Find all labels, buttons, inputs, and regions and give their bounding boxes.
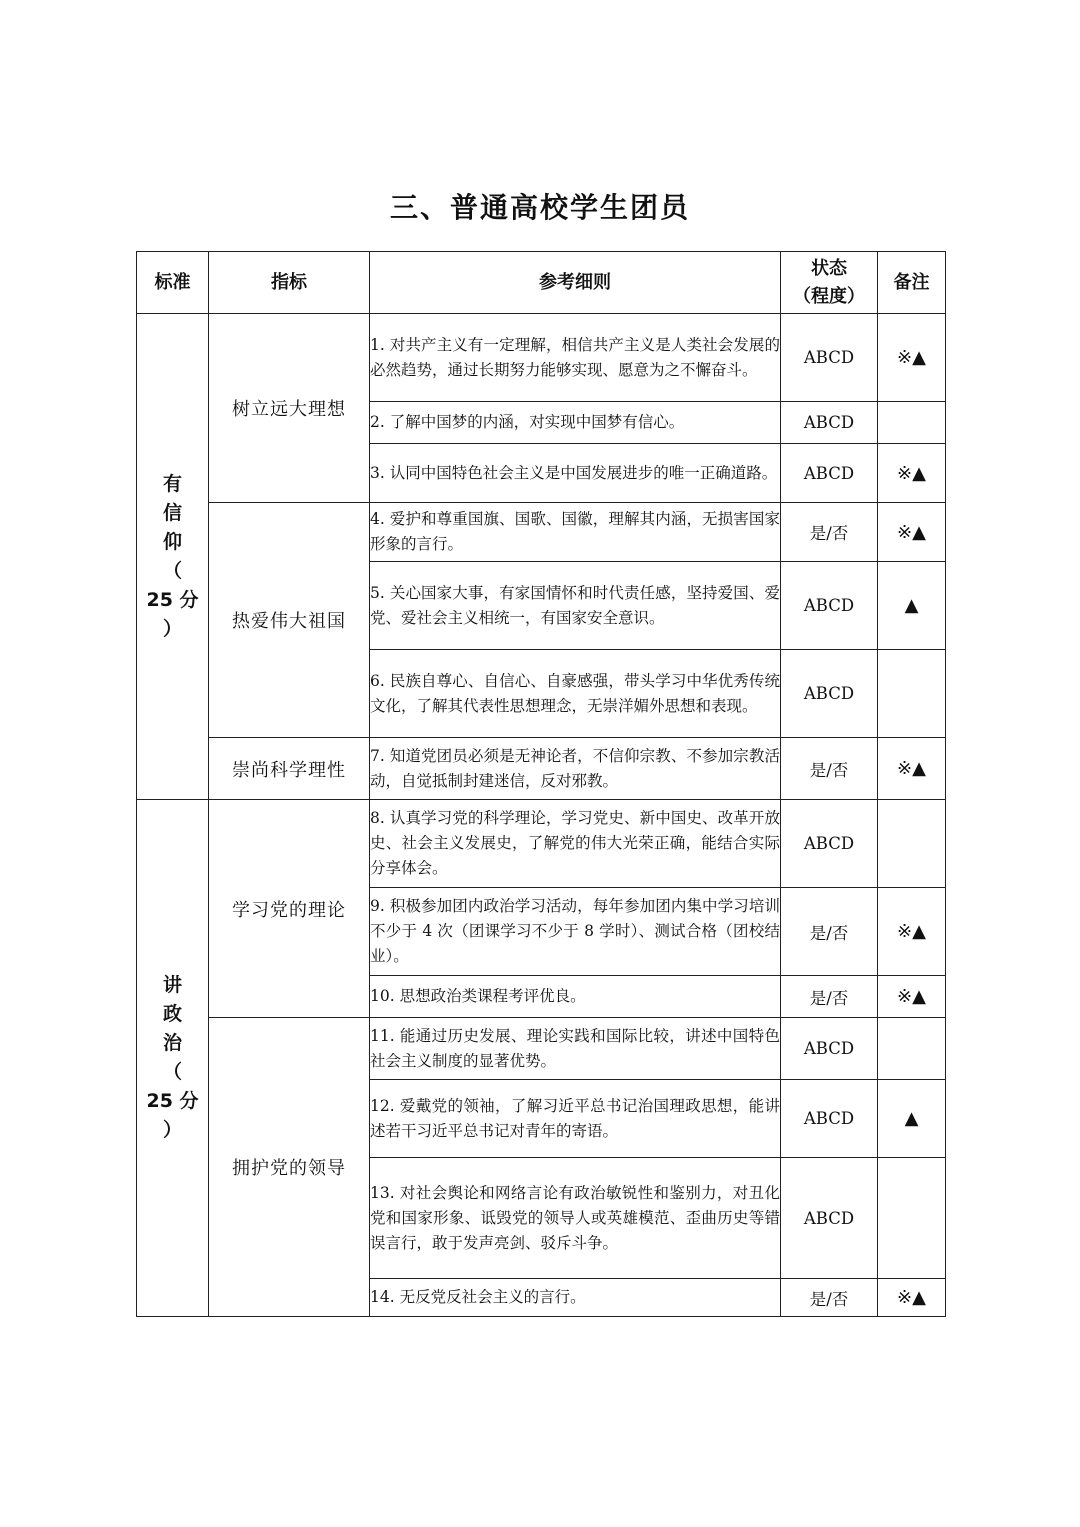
- rule-cell: 11. 能通过历史发展、理论实践和国际比较，讲述中国特色社会主义制度的显著优势。: [370, 1018, 781, 1080]
- rule-cell: 3. 认同中国特色社会主义是中国发展进步的唯一正确道路。: [370, 444, 781, 503]
- indicator-cell: 拥护党的领导: [209, 1018, 370, 1317]
- status-cell: 是/否: [781, 503, 878, 562]
- table-row: [137, 1018, 946, 1080]
- note-cell: [878, 1158, 946, 1279]
- note-cell: ※▲: [878, 976, 946, 1018]
- header-standard: 标准: [137, 252, 209, 314]
- table-row: [137, 503, 946, 562]
- rule-cell: 1. 对共产主义有一定理解，相信共产主义是人类社会发展的必然趋势，通过长期努力能够实现、愿意为之不懈奋斗。: [370, 314, 781, 402]
- note-cell: ※▲: [878, 888, 946, 976]
- status-cell: ABCD: [781, 1158, 878, 1279]
- page-title: 三、普通高校学生团员: [389, 191, 690, 224]
- status-cell: 是/否: [781, 976, 878, 1018]
- status-cell: ABCD: [781, 1080, 878, 1158]
- status-cell: ABCD: [781, 562, 878, 650]
- header-indicator: 指标: [209, 252, 370, 314]
- rule-cell: 10. 思想政治类课程考评优良。: [370, 976, 781, 1018]
- indicator-cell: 树立远大理想: [209, 314, 370, 503]
- standard-cell: 有 信 仰 （ 25 分 ）: [137, 314, 209, 800]
- evaluation-table: [136, 251, 946, 1317]
- status-cell: ABCD: [781, 1018, 878, 1080]
- rule-cell: 13. 对社会舆论和网络言论有政治敏锐性和鉴别力，对丑化党和国家形象、诋毁党的领导人或英雄模范、歪曲历史等错误言行，敢于发声亮剑、驳斥斗争。: [370, 1158, 781, 1279]
- status-cell: ABCD: [781, 402, 878, 444]
- rule-cell: 4. 爱护和尊重国旗、国歌、国徽，理解其内涵，无损害国家形象的言行。: [370, 503, 781, 562]
- header-note: 备注: [878, 252, 946, 314]
- status-cell: ABCD: [781, 650, 878, 738]
- rule-cell: 6. 民族自尊心、自信心、自豪感强，带头学习中华优秀传统文化，了解其代表性思想理念，无崇洋媚外思想和表现。: [370, 650, 781, 738]
- rule-cell: 14. 无反党反社会主义的言行。: [370, 1279, 781, 1317]
- status-cell: 是/否: [781, 1279, 878, 1317]
- header-rule: 参考细则: [370, 252, 781, 314]
- rule-cell: 9. 积极参加团内政治学习活动，每年参加团内集中学习培训不少于 4 次（团课学习不少于 8 学时）、测试合格（团校结业）。: [370, 888, 781, 976]
- rule-cell: 12. 爱戴党的领袖，了解习近平总书记治国理政思想，能讲述若干习近平总书记对青年的寄语。: [370, 1080, 781, 1158]
- note-cell: ▲: [878, 562, 946, 650]
- indicator-cell: 学习党的理论: [209, 800, 370, 1018]
- indicator-cell: 热爱伟大祖国: [209, 503, 370, 738]
- note-cell: ※▲: [878, 444, 946, 503]
- status-cell: 是/否: [781, 888, 878, 976]
- note-cell: [878, 1018, 946, 1080]
- table-row: [137, 800, 946, 888]
- status-cell: ABCD: [781, 314, 878, 402]
- rule-cell: 2. 了解中国梦的内涵，对实现中国梦有信心。: [370, 402, 781, 444]
- status-cell: ABCD: [781, 444, 878, 503]
- rule-cell: 7. 知道党团员必须是无神论者，不信仰宗教、不参加宗教活动，自觉抵制封建迷信，反对邪教。: [370, 738, 781, 800]
- note-cell: ※▲: [878, 1279, 946, 1317]
- note-cell: ※▲: [878, 503, 946, 562]
- note-cell: ※▲: [878, 738, 946, 800]
- status-cell: ABCD: [781, 800, 878, 888]
- rule-cell: 5. 关心国家大事，有家国情怀和时代责任感，坚持爱国、爱党、爱社会主义相统一，有国家安全意识。: [370, 562, 781, 650]
- status-cell: 是/否: [781, 738, 878, 800]
- note-cell: [878, 800, 946, 888]
- note-cell: [878, 650, 946, 738]
- header-status: 状态 （程度）: [781, 252, 878, 314]
- standard-cell: 讲 政 治 （ 25 分 ）: [137, 800, 209, 1317]
- note-cell: [878, 402, 946, 444]
- indicator-cell: 崇尚科学理性: [209, 738, 370, 800]
- table-row: [137, 738, 946, 800]
- note-cell: ※▲: [878, 314, 946, 402]
- table-row: [137, 314, 946, 402]
- table-header-row: [137, 252, 946, 314]
- rule-cell: 8. 认真学习党的科学理论，学习党史、新中国史、改革开放史、社会主义发展史，了解党的伟大光荣正确，能结合实际分享体会。: [370, 800, 781, 888]
- note-cell: ▲: [878, 1080, 946, 1158]
